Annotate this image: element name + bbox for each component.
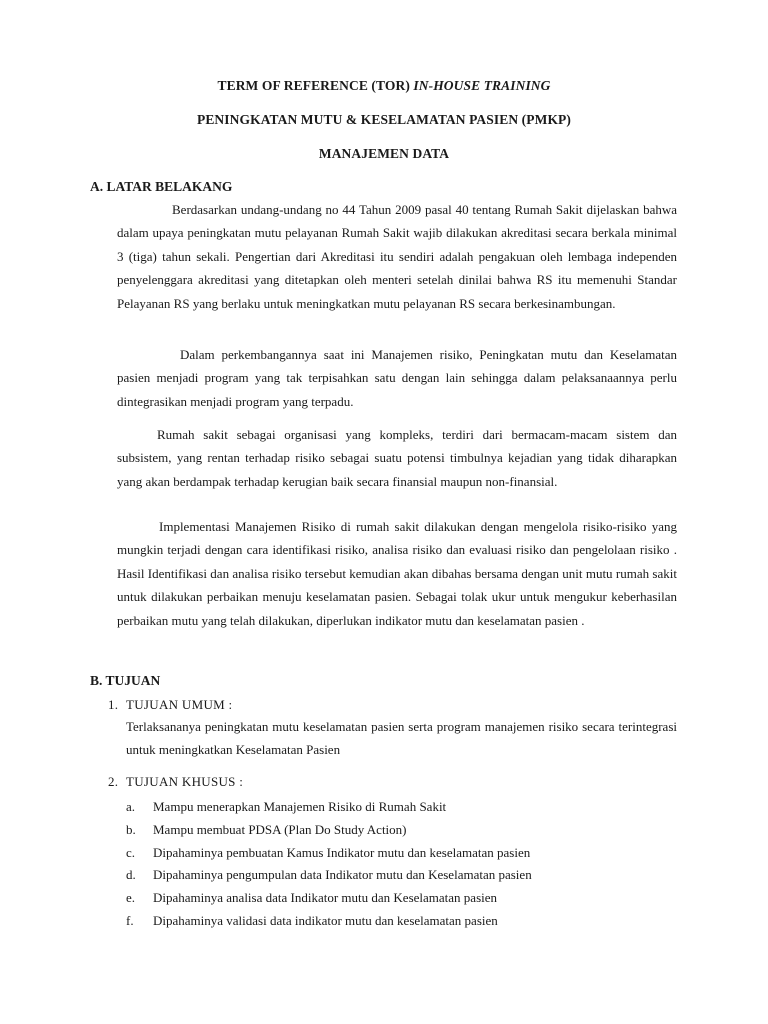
tujuan-umum-number: 1. xyxy=(108,697,119,712)
list-item-text: Dipahaminya pengumpulan data Indikator mutu dan Keselamatan pasien xyxy=(153,867,532,883)
section-b-heading: B. TUJUAN xyxy=(90,673,161,688)
list-item-text: Mampu menerapkan Manajemen Risiko di Rumah Sakit xyxy=(153,799,447,814)
list-item xyxy=(126,819,686,842)
section-a-heading: A. LATAR BELAKANG xyxy=(90,179,233,194)
list-item-letter: b. xyxy=(126,821,136,837)
tujuan-umum-label: TUJUAN UMUM : xyxy=(126,697,233,712)
list-item xyxy=(126,842,686,865)
tujuan-khusus-label: TUJUAN KHUSUS : xyxy=(126,774,244,789)
list-item xyxy=(126,796,686,819)
list-item xyxy=(126,910,686,933)
list-item-letter: d. xyxy=(126,867,136,883)
tujuan-khusus-number: 2. xyxy=(108,774,119,789)
list-item xyxy=(126,887,686,910)
list-item xyxy=(126,864,686,887)
document-title xyxy=(0,78,768,94)
title-italic: IN-HOUSE TRAINING xyxy=(413,78,551,93)
tujuan-umum-heading xyxy=(108,697,232,713)
tujuan-khusus-list xyxy=(126,796,686,933)
list-item-letter: f. xyxy=(126,912,134,928)
list-item-text: Dipahaminya validasi data indikator mutu dan keselamatan pasien xyxy=(153,912,498,928)
tujuan-khusus-heading xyxy=(108,774,243,790)
paragraph-4: Implementasi Manajemen Risiko di rumah sakit dilakukan dengan mengelola risiko-risiko yang mungkin terjadi dengan cara identifikasi risiko, analisa risiko dan evaluasi risiko dan pengelolaan risiko . Hasil Identifikasi dan analisa risiko tersebut kemudian akan dibahas bersama dengan unit mutu rumah sakit untuk dilakukan perbaikan menuju keselamatan pasien. Sebagai tolak ukur untuk mengukur keberhasilan perbaikan mutu yang telah dilakukan, diperlukan indikator mutu dan keselamatan pasien . xyxy=(117,519,677,628)
document-topic: MANAJEMEN DATA xyxy=(318,146,450,161)
list-item-text: Dipahaminya analisa data Indikator mutu dan Keselamatan pasien xyxy=(153,890,498,906)
list-item-letter: e. xyxy=(126,890,136,906)
paragraph-1: Berdasarkan undang-undang no 44 Tahun 2009 pasal 40 tentang Rumah Sakit dijelaskan bahwa dalam upaya peningkatan mutu pelayanan Rumah Sakit wajib dilakukan akreditasi secara berkala minimal 3 (tiga) tahun sekali. Pengertian dari Akreditasi itu sendiri adalah pengakuan oleh lembaga independen penyelenggara akreditasi yang ditetapkan oleh menteri setelah dinilai bahwa RS itu memenuhi Standar Pelayanan RS yang berlaku untuk meningkatkan mutu pelayanan RS secara berkesinambungan. xyxy=(117,202,677,311)
list-item-text: Dipahaminya pembuatan Kamus Indikator mutu dan keselamatan pasien xyxy=(153,844,531,860)
tujuan-umum-text: Terlaksananya peningkatan mutu keselamatan pasien serta program manajemen risiko secara terintegrasi untuk meningkatkan Keselamatan Pasien xyxy=(126,719,677,758)
list-item-text: Mampu membuat PDSA (Plan Do Study Action) xyxy=(153,821,407,837)
title-plain: TERM OF REFERENCE (TOR) xyxy=(217,78,414,93)
list-item-letter: c. xyxy=(126,844,136,860)
paragraph-3: Rumah sakit sebagai organisasi yang kompleks, terdiri dari bermacam-macam sistem dan subsistem, yang rentan terhadap risiko sebagai suatu potensi timbulnya kejadian yang tidak diharapkan yang akan berdampak terhadap kerugian baik secara finansial maupun non-finansial. xyxy=(117,427,677,489)
list-item-letter: a. xyxy=(126,799,136,814)
paragraph-2: Dalam perkembangannya saat ini Manajemen risiko, Peningkatan mutu dan Keselamatan pasien menjadi program yang tak terpisahkan satu dengan lain sehingga dalam pelaksanaannya perlu dintegrasikan menjadi program yang terpadu. xyxy=(117,347,677,409)
document-subtitle: PENINGKATAN MUTU & KESELAMATAN PASIEN (PMKP) xyxy=(196,112,571,127)
